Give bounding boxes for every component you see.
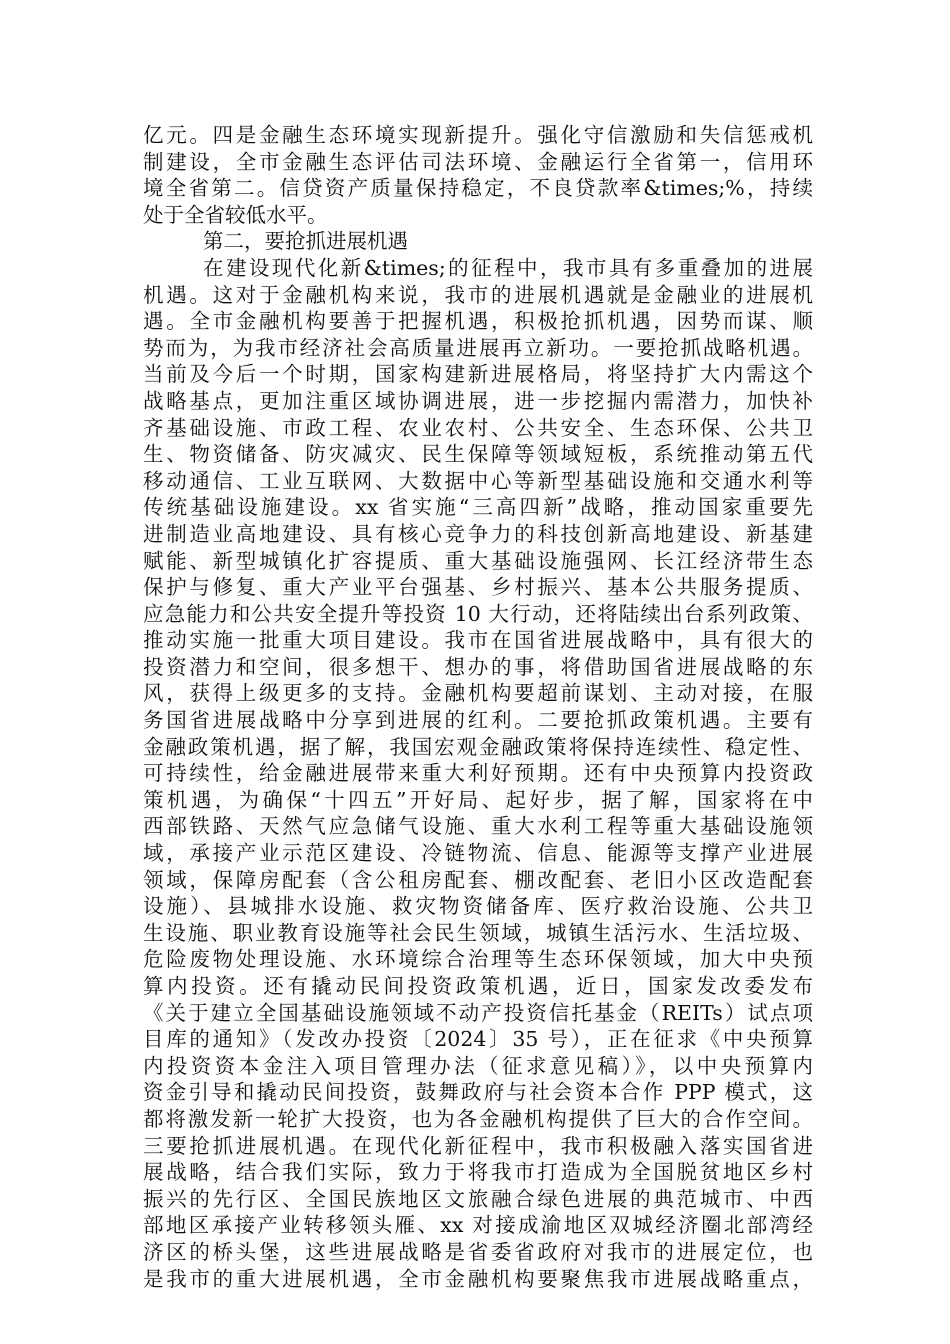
text-line: 算内投资。还有撬动民间投资政策机遇，近日，国家发改委发布 xyxy=(143,974,813,998)
text-line: 三要抢抓进展机遇。在现代化新征程中，我市积极融入落实国省进 xyxy=(143,1133,813,1158)
text-line: 都将激发新一轮扩大投资，也为各金融机构提供了巨大的合作空间。 xyxy=(143,1106,813,1131)
text-line: 推动实施一批重大项目建设。我市在国省进展战略中，具有很大的 xyxy=(143,628,813,653)
text-line: 在建设现代化新&times;的征程中，我市具有多重叠加的进展 xyxy=(203,255,813,280)
text-line: 危险废物处理设施、水环境综合治理等生态环保领域，加大中央预 xyxy=(143,947,813,972)
text-line: 域，承接产业示范区建设、冷链物流、信息、能源等支撑产业进展 xyxy=(143,841,813,866)
text-line: 策机遇，为确保“十四五”开好局、起好步，据了解，国家将在中 xyxy=(143,787,813,812)
text-line: 第二，要抢抓进展机遇 xyxy=(203,229,408,254)
text-line: 赋能、新型城镇化扩容提质、重大基础设施强网、长江经济带生态 xyxy=(143,548,813,573)
text-line: 传统基础设施建设。xx 省实施“三高四新”战略，推动国家重要先 xyxy=(143,495,813,520)
text-line: 投资潜力和空间，很多想干、想办的事，将借助国省进展战略的东 xyxy=(143,654,813,679)
text-line: 保护与修复、重大产业平台强基、乡村振兴、基本公共服务提质、 xyxy=(143,575,813,600)
text-line: 部地区承接产业转移领头雁、xx 对接成渝地区双城经济圈北部湾经 xyxy=(143,1213,813,1238)
body-text xyxy=(143,122,813,1292)
text-line: 移动通信、工业互联网、大数据中心等新型基础设施和交通水利等 xyxy=(143,468,813,493)
text-line: 展战略，结合我们实际，致力于将我市打造成为全国脱贫地区乡村 xyxy=(143,1160,813,1185)
text-line: 领域，保障房配套（含公租房配套、棚改配套、老旧小区改造配套 xyxy=(143,867,813,892)
text-line: 齐基础设施、市政工程、农业农村、公共安全、生态环保、公共卫 xyxy=(143,415,813,440)
text-line: 设施）、县城排水设施、救灾物资储备库、医疗救治设施、公共卫 xyxy=(143,894,813,919)
text-line: 进制造业高地建设、具有核心竞争力的科技创新高地建设、新基建 xyxy=(143,521,813,546)
text-line: 机遇。这对于金融机构来说，我市的进展机遇就是金融业的进展机 xyxy=(143,282,813,307)
text-line: 应急能力和公共安全提升等投资 10 大行动，还将陆续出台系列政策、 xyxy=(143,601,813,626)
text-line: 可持续性，给金融进展带来重大利好预期。还有中央预算内投资政 xyxy=(143,761,813,786)
text-line: 目库的通知》（发改办投资〔2024〕35 号），正在征求《中央预算 xyxy=(143,1027,813,1052)
text-line: 资金引导和撬动民间投资，鼓舞政府与社会资本合作 PPP 模式，这 xyxy=(143,1080,813,1105)
text-line: 势而为，为我市经济社会高质量进展再立新功。一要抢抓战略机遇。 xyxy=(143,335,813,360)
text-line: 《关于建立全国基础设施领域不动产投资信托基金（REITs）试点项 xyxy=(143,1000,813,1025)
text-line: 生设施、职业教育设施等社会民生领域，城镇生活污水、生活垃圾、 xyxy=(143,920,813,945)
text-line: 制建设，全市金融生态评估司法环境、金融运行全省第一，信用环 xyxy=(143,149,813,174)
text-line: 是我市的重大进展机遇，全市金融机构要聚焦我市进展战略重点， xyxy=(143,1266,813,1291)
text-line: 当前及今后一个时期，国家构建新进展格局，将坚持扩大内需这个 xyxy=(143,362,813,387)
text-line: 战略基点，更加注重区域协调进展，进一步挖掘内需潜力，加快补 xyxy=(143,388,813,413)
text-line: 亿元。四是金融生态环境实现新提升。强化守信激励和失信惩戒机 xyxy=(143,123,813,147)
text-line: 金融政策机遇，据了解，我国宏观金融政策将保持连续性、稳定性、 xyxy=(143,734,813,759)
text-line: 西部铁路、天然气应急储气设施、重大水利工程等重大基础设施领 xyxy=(143,814,813,839)
text-line: 生、物资储备、防灾减灾、民生保障等领域短板，系统推动第五代 xyxy=(143,442,813,467)
text-line: 济区的桥头堡，这些进展战略是省委省政府对我市的进展定位，也 xyxy=(143,1239,813,1264)
text-line: 风，获得上级更多的支持。金融机构要超前谋划、主动对接，在服 xyxy=(143,681,813,706)
text-line: 遇。全市金融机构要善于把握机遇，积极抢抓机遇，因势而谋、顺 xyxy=(143,309,813,334)
text-line: 处于全省较低水平。 xyxy=(143,202,328,227)
text-line: 境全省第二。信贷资产质量保持稳定，不良贷款率&times;%，持续 xyxy=(143,176,813,201)
text-line: 振兴的先行区、全国民族地区文旅融合绿色进展的典范城市、中西 xyxy=(143,1186,813,1211)
text-line: 务国省进展战略中分享到进展的红利。二要抢抓政策机遇。主要有 xyxy=(143,708,813,733)
text-line: 内投资资本金注入项目管理办法（征求意见稿）》，以中央预算内 xyxy=(143,1053,813,1078)
